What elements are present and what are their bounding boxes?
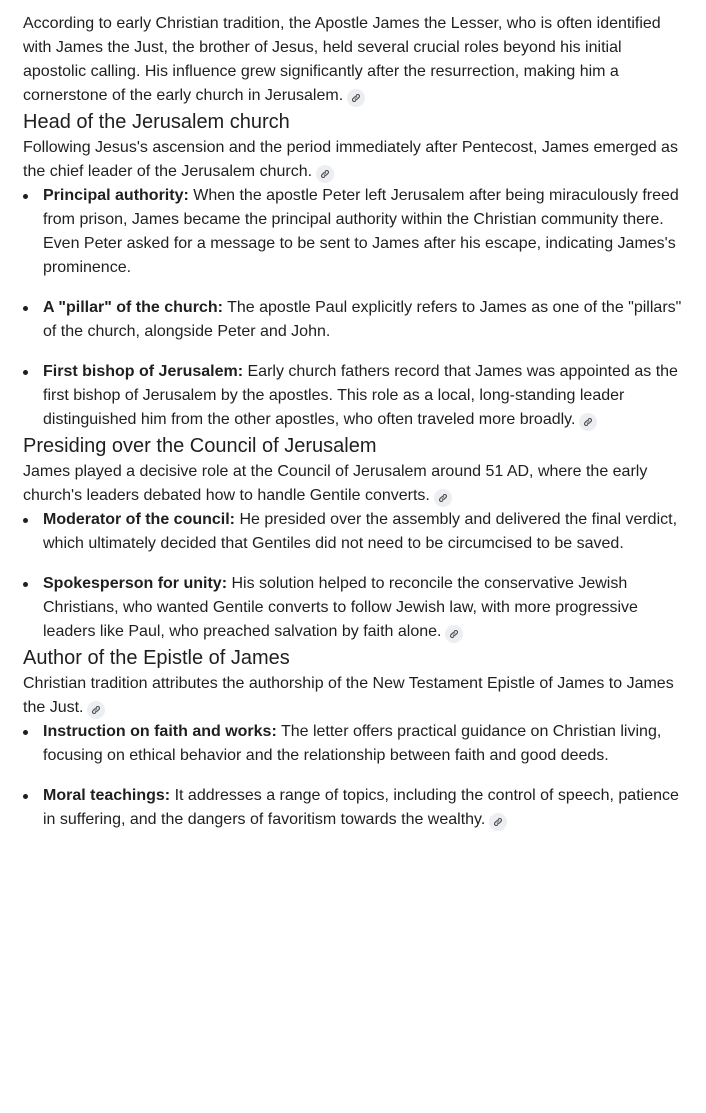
bullet-dot: [23, 306, 28, 311]
paragraph-text: Following Jesus's ascension and the period immediately after Pentecost, James emerged as the chief leader of the Jerusalem church.: [23, 139, 678, 180]
citation-link-icon[interactable]: [445, 625, 463, 643]
item-text: Early church fathers record that James was appointed as the first bishop of Jerusalem by the apostles. This role as a local, long-standing leader distinguished him from the other apostles, who often traveled more broadly.: [43, 363, 678, 428]
bullet-list-council: [23, 508, 682, 644]
bullet-dot: [23, 518, 28, 523]
item-text: He presided over the assembly and delivered the final verdict, which ultimately decided that Gentiles did not need to be circumcised to be saved.: [43, 511, 678, 552]
bullet-dot: [23, 194, 28, 199]
section-heading-epistle: Author of the Epistle of James: [23, 647, 290, 669]
item-text: The letter offers practical guidance on Christian living, focusing on ethical behavior and the relationship between faith and good deeds.: [43, 723, 662, 764]
section-paragraph-jerusalem-church: [23, 136, 682, 184]
item-term: Spokesperson for unity:: [43, 575, 228, 592]
bullet-dot: [23, 370, 28, 375]
intro-paragraph: [23, 12, 682, 108]
citation-link-icon[interactable]: [87, 701, 105, 719]
paragraph-text: James played a decisive role at the Council of Jerusalem around 51 AD, where the early church's leaders debated how to handle Gentile converts.: [23, 463, 648, 504]
section-paragraph-epistle: [23, 672, 682, 720]
bullet-list-epistle: [23, 720, 682, 832]
item-term: Instruction on faith and works:: [43, 723, 277, 740]
item-term: Moral teachings:: [43, 787, 171, 804]
paragraph-text: Christian tradition attributes the authorship of the New Testament Epistle of James to James the Just.: [23, 675, 674, 716]
item-term: Principal authority:: [43, 187, 189, 204]
item-text: It addresses a range of topics, including the control of speech, patience in suffering, and the dangers of favoritism towards the wealthy.: [43, 787, 679, 828]
bullet-dot: [23, 794, 28, 799]
item-text: His solution helped to reconcile the conservative Jewish Christians, who wanted Gentile converts to follow Jewish law, with more progressive leaders like Paul, who preached salvation by faith alone.: [43, 575, 638, 640]
intro-text: According to early Christian tradition, the Apostle James the Lesser, who is often identified with James the Just, the brother of Jesus, held several crucial roles beyond his initial apostolic calling. His influence grew significantly after the resurrection, making him a cornerstone of the early church in Jerusalem.: [23, 15, 661, 104]
list-item: [23, 720, 682, 768]
item-term: A "pillar" of the church:: [43, 299, 223, 316]
item-text: When the apostle Peter left Jerusalem after being miraculously freed from prison, James became the principal authority within the Christian community there. Even Peter asked for a message to be sent to James after his escape, indicating James's prominence.: [43, 187, 679, 276]
bullet-dot: [23, 730, 28, 735]
citation-link-icon[interactable]: [347, 89, 365, 107]
list-item: [23, 508, 682, 556]
item-text: The apostle Paul explicitly refers to James as one of the "pillars" of the church, alongside Peter and John.: [43, 299, 682, 340]
citation-link-icon[interactable]: [489, 813, 507, 831]
item-term: Moderator of the council:: [43, 511, 235, 528]
citation-link-icon[interactable]: [434, 489, 452, 507]
item-term: First bishop of Jerusalem:: [43, 363, 244, 380]
citation-link-icon[interactable]: [579, 413, 597, 431]
bullet-list-jerusalem-church: [23, 184, 682, 432]
section-paragraph-council: [23, 460, 682, 508]
list-item: [23, 572, 682, 644]
citation-link-icon[interactable]: [316, 165, 334, 183]
list-item: [23, 296, 682, 344]
list-item: [23, 184, 682, 280]
list-item: [23, 784, 682, 832]
list-item: [23, 360, 682, 432]
bullet-dot: [23, 582, 28, 587]
section-heading-council: Presiding over the Council of Jerusalem: [23, 435, 377, 457]
section-heading-jerusalem-church: Head of the Jerusalem church: [23, 111, 290, 133]
